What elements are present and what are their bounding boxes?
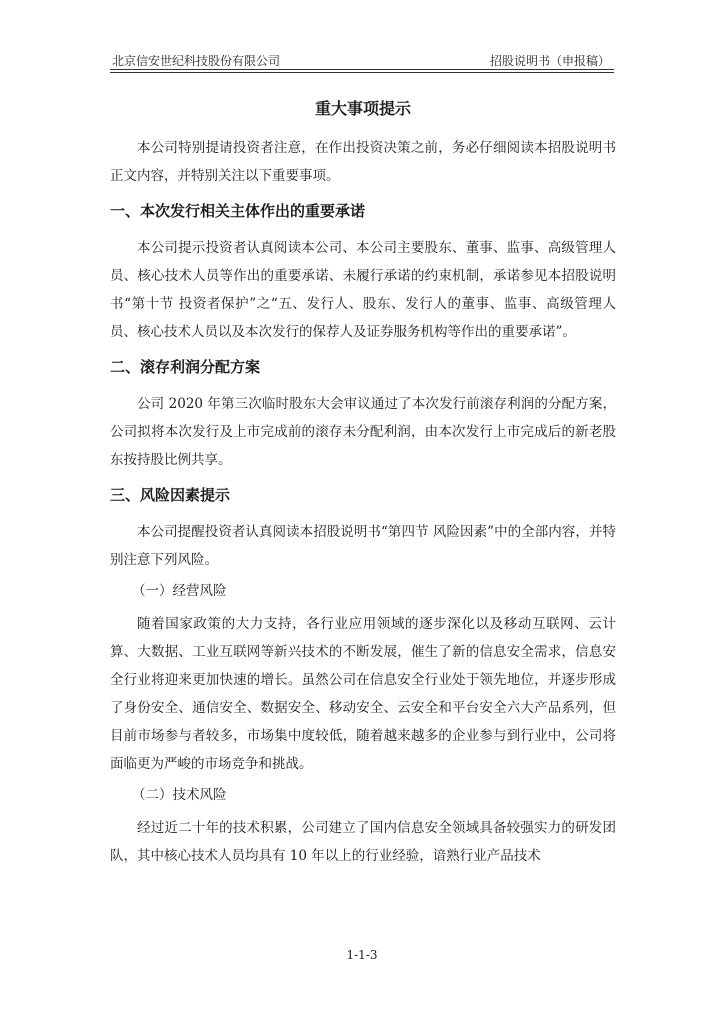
header-document-type: 招股说明书（申报稿） — [489, 54, 610, 68]
page-number: 1-1-3 — [346, 948, 378, 962]
page-header — [110, 50, 614, 70]
header-company-name: 北京信安世纪科技股份有限公司 — [112, 54, 281, 68]
subsection-paragraph-operating-risk: 随着国家政策的大力支持，各行业应用领域的逐步深化以及移动互联网、云计算、大数据、工业互联网等新兴技术的不断发展，催生了新的信息安全需求，信息安全行业将迎来更加快速的增长。虽然公司在信息安全行业处于领先地位，并逐步形成了身份安全、通信安全、数据安全、移动安全、云安全和平台安全六大产品系列，但目前市场参与者较多，市场集中度较低，随着越来越多的企业参与到行业中，公司将面临更为严峻的市场竞争和挑战。 — [110, 616, 616, 772]
intro-paragraph: 本公司特别提请投资者注意，在作出投资决策之前，务必仔细阅读本招股说明书正文内容，并特别关注以下重要事项。 — [110, 140, 616, 184]
section-paragraph-risk-factors: 本公司提醒投资者认真阅读本招股说明书“第四节 风险因素”中的全部内容，并特别注意下列风险。 — [110, 524, 616, 568]
document-body — [110, 96, 616, 870]
section-heading-commitments: 一、本次发行相关主体作出的重要承诺 — [110, 202, 366, 220]
section-heading-risk-factors: 三、风险因素提示 — [110, 486, 231, 504]
header-divider-bottom — [110, 72, 614, 73]
page-title: 重大事项提示 — [314, 99, 411, 118]
subsection-heading-technical-risk: （二）技术风险 — [132, 787, 227, 803]
section-paragraph-commitments: 本公司提示投资者认真阅读本公司、本公司主要股东、董事、监事、高级管理人员、核心技术人员等作出的重要承诺、未履行承诺的约束机制，承诺参见本招股说明书“第十节 投资者保护”之“五、发行人、股东、发行人的董事、监事、高级管理人员、核心技术人员以及本次发行的保荐人及证券服务机构等作出的重要承诺”。 — [110, 240, 616, 340]
header-divider-top — [110, 69, 614, 70]
section-heading-profit-distribution: 二、滚存利润分配方案 — [110, 358, 261, 376]
subsection-paragraph-technical-risk: 经过近二十年的技术积累，公司建立了国内信息安全领域具备较强实力的研发团队，其中核心技术人员均具有 10 年以上的行业经验，谙熟行业产品技术 — [110, 820, 616, 864]
subsection-heading-operating-risk: （一）经营风险 — [132, 583, 227, 599]
section-paragraph-profit-distribution: 公司 2020 年第三次临时股东大会审议通过了本次发行前滚存利润的分配方案，公司拟将本次发行及上市完成前的滚存未分配利润，由本次发行上市完成后的新老股东按持股比例共享。 — [110, 396, 616, 468]
